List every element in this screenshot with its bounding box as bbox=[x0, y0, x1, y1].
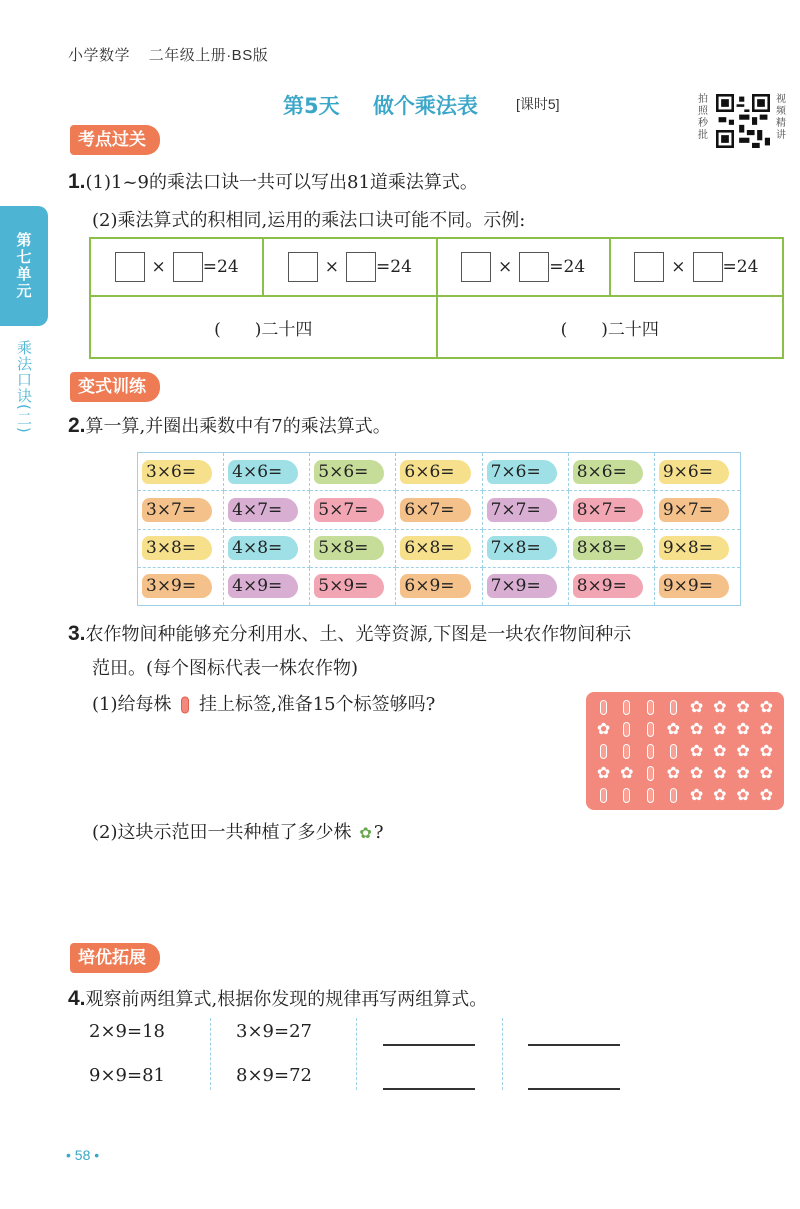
q1-line1 bbox=[68, 168, 478, 194]
q4-group1-eq2: 9×9=81 bbox=[89, 1065, 165, 1086]
flower-icon: ✿ bbox=[759, 785, 774, 804]
section-label-practice: 变式训练 bbox=[70, 372, 160, 402]
grade-label: 二年级上册·BS版 bbox=[148, 47, 269, 64]
q1-text2: (2)乘法算式的积相同,运用的乘法口诀可能不同。示例: bbox=[92, 210, 526, 231]
peanut-icon bbox=[600, 744, 607, 759]
product-label: =24 bbox=[376, 257, 412, 277]
q3-sub2-end: ? bbox=[373, 822, 384, 843]
q1-equation-cell bbox=[90, 238, 263, 296]
product-label: =24 bbox=[202, 257, 239, 277]
grid-expression: 5×8= bbox=[314, 536, 384, 560]
q3-sub1-a: (1)给每株 bbox=[92, 694, 172, 715]
flower-icon: ✿ bbox=[689, 719, 704, 738]
grid-cell[interactable] bbox=[310, 567, 396, 605]
grid-expression: 8×9= bbox=[573, 574, 643, 598]
q4-group2-eq2: 8×9=72 bbox=[236, 1065, 312, 1086]
multiplication-grid bbox=[137, 452, 741, 606]
peanut-icon bbox=[647, 700, 654, 715]
grid-expression: 5×9= bbox=[314, 574, 384, 598]
grid-expression: 9×8= bbox=[659, 536, 729, 560]
grid-cell[interactable] bbox=[138, 491, 224, 529]
grid-cell[interactable] bbox=[224, 567, 310, 605]
grid-expression: 8×6= bbox=[573, 460, 643, 484]
flower-icon: ✿ bbox=[736, 741, 750, 760]
section-label-extension: 培优拓展 bbox=[70, 943, 160, 973]
flower-icon: ✿ bbox=[736, 697, 750, 716]
grid-expression: 3×6= bbox=[142, 460, 212, 484]
grid-cell[interactable] bbox=[654, 567, 740, 605]
flower-icon: ✿ bbox=[736, 785, 750, 804]
divider bbox=[210, 1018, 211, 1090]
peanut-icon bbox=[623, 700, 630, 715]
flower-icon: ✿ bbox=[736, 719, 750, 738]
grid-expression: 7×6= bbox=[487, 460, 557, 484]
answer-box[interactable] bbox=[173, 252, 203, 282]
grid-cell[interactable] bbox=[138, 453, 224, 491]
grid-row bbox=[138, 453, 741, 491]
answer-blank[interactable] bbox=[528, 1088, 620, 1090]
grid-cell[interactable] bbox=[310, 529, 396, 567]
q3-sub2-text: (2)这块示范田一共种植了多少株 bbox=[92, 822, 352, 843]
grid-expression: 4×7= bbox=[228, 498, 298, 522]
grid-cell[interactable] bbox=[310, 491, 396, 529]
q2-text: 算一算,并圈出乘数中有7的乘法算式。 bbox=[85, 416, 391, 437]
flower-icon: ✿ bbox=[689, 763, 704, 782]
flower-icon: ✿ bbox=[759, 763, 774, 782]
flower-icon: ✿ bbox=[689, 697, 704, 716]
section-label-basics: 考点过关 bbox=[70, 125, 160, 155]
grid-expression: 6×7= bbox=[400, 498, 470, 522]
grid-expression: 5×6= bbox=[314, 460, 384, 484]
grid-cell[interactable] bbox=[482, 567, 568, 605]
page-number: • 58 • bbox=[66, 1147, 100, 1163]
grid-cell[interactable] bbox=[654, 491, 740, 529]
times-sign: × bbox=[151, 257, 166, 277]
q4-group2-eq1: 3×9=27 bbox=[236, 1021, 312, 1042]
flower-icon: ✿ bbox=[666, 719, 681, 738]
peanut-icon bbox=[670, 788, 677, 803]
q1-equation-cell bbox=[263, 238, 436, 296]
qr-right-caption: 视频精讲 bbox=[776, 94, 786, 141]
q1-mnemonic-cell[interactable]: ( )二十四 bbox=[90, 296, 437, 358]
qr-block bbox=[698, 92, 788, 150]
peanut-icon bbox=[647, 788, 654, 803]
qr-code-icon[interactable] bbox=[716, 94, 770, 148]
q2-number: 2. bbox=[68, 414, 86, 437]
q4-group1-eq1: 2×9=18 bbox=[89, 1021, 165, 1042]
flower-icon: ✿ bbox=[713, 763, 727, 782]
q1-equation-cell bbox=[437, 238, 610, 296]
q4-text: 观察前两组算式,根据你发现的规律再写两组算式。 bbox=[85, 989, 488, 1010]
day-label: 第5天 bbox=[283, 94, 340, 118]
peanut-icon bbox=[600, 788, 607, 803]
unit-side-tab: 第七单元 bbox=[0, 206, 48, 326]
q3-sub1-b: 挂上标签,准备15个标签够吗? bbox=[198, 694, 436, 715]
grid-cell[interactable] bbox=[396, 529, 482, 567]
flower-icon: ✿ bbox=[359, 824, 372, 842]
peanut-icon bbox=[623, 744, 630, 759]
peanut-icon bbox=[670, 700, 677, 715]
grid-expression: 4×8= bbox=[228, 536, 298, 560]
peanut-icon bbox=[670, 744, 677, 759]
grid-expression: 3×7= bbox=[142, 498, 212, 522]
grid-cell[interactable] bbox=[568, 453, 654, 491]
grid-expression: 4×6= bbox=[228, 460, 298, 484]
grid-cell[interactable] bbox=[482, 529, 568, 567]
grid-expression: 7×9= bbox=[487, 574, 557, 598]
grid-expression: 6×6= bbox=[400, 460, 470, 484]
grid-cell[interactable] bbox=[482, 491, 568, 529]
q3-text2: 范田。(每个图标代表一株农作物) bbox=[92, 658, 359, 679]
flower-icon: ✿ bbox=[689, 741, 704, 760]
flower-icon: ✿ bbox=[713, 697, 727, 716]
peanut-icon bbox=[180, 696, 190, 714]
divider bbox=[356, 1018, 357, 1090]
q4-line bbox=[68, 985, 487, 1011]
grid-cell[interactable] bbox=[138, 567, 224, 605]
peanut-icon bbox=[600, 700, 607, 715]
topic-label: 做个乘法表 bbox=[372, 94, 478, 118]
grid-cell[interactable] bbox=[310, 453, 396, 491]
farm-grid bbox=[592, 696, 778, 806]
q3-sub2 bbox=[92, 818, 383, 844]
page-title bbox=[283, 90, 478, 120]
grid-cell[interactable] bbox=[482, 453, 568, 491]
answer-box[interactable] bbox=[461, 252, 491, 282]
flower-icon: ✿ bbox=[620, 763, 634, 782]
answer-box[interactable] bbox=[634, 252, 664, 282]
grid-cell[interactable] bbox=[568, 529, 654, 567]
q1-text1: (1)1~9的乘法口诀一共可以写出81道乘法算式。 bbox=[85, 172, 478, 193]
answer-blank[interactable] bbox=[383, 1044, 475, 1046]
q3-number: 3. bbox=[68, 622, 86, 645]
grid-expression: 8×8= bbox=[573, 536, 643, 560]
grid-cell[interactable] bbox=[396, 567, 482, 605]
grid-expression: 6×8= bbox=[400, 536, 470, 560]
grid-row bbox=[138, 491, 741, 529]
peanut-icon bbox=[623, 788, 630, 803]
flower-icon: ✿ bbox=[596, 763, 611, 782]
q1-mnemonic-cell[interactable]: ( )二十四 bbox=[437, 296, 784, 358]
grid-expression: 6×9= bbox=[400, 574, 470, 598]
grid-expression: 8×7= bbox=[573, 498, 643, 522]
answer-blank[interactable] bbox=[528, 1044, 620, 1046]
flower-icon: ✿ bbox=[759, 741, 774, 760]
grid-cell[interactable] bbox=[568, 567, 654, 605]
unit-subtitle: 乘法口诀(二) bbox=[15, 340, 33, 434]
q3-sub1 bbox=[92, 690, 435, 716]
grid-cell[interactable] bbox=[396, 491, 482, 529]
flower-icon: ✿ bbox=[713, 741, 727, 760]
q3-line1 bbox=[68, 620, 631, 646]
grid-expression: 9×6= bbox=[659, 460, 729, 484]
grid-expression: 7×7= bbox=[487, 498, 557, 522]
flower-icon: ✿ bbox=[689, 785, 704, 804]
flower-icon: ✿ bbox=[736, 763, 750, 782]
peanut-icon bbox=[647, 744, 654, 759]
flower-icon: ✿ bbox=[713, 719, 727, 738]
answer-box[interactable] bbox=[346, 252, 376, 282]
lesson-label: [课时5] bbox=[516, 96, 560, 112]
grid-row bbox=[138, 567, 741, 605]
answer-box[interactable] bbox=[288, 252, 318, 282]
flower-icon: ✿ bbox=[759, 697, 774, 716]
flower-icon: ✿ bbox=[596, 719, 611, 738]
q1-number: 1. bbox=[68, 170, 86, 193]
answer-box[interactable] bbox=[115, 252, 145, 282]
book-header bbox=[68, 44, 282, 65]
flower-icon: ✿ bbox=[713, 785, 727, 804]
peanut-icon bbox=[647, 722, 654, 737]
q1-equation-cell bbox=[610, 238, 783, 296]
times-sign: × bbox=[671, 257, 686, 277]
grid-cell[interactable] bbox=[396, 453, 482, 491]
peanut-icon bbox=[623, 722, 630, 737]
product-label: =24 bbox=[549, 257, 586, 277]
grid-cell[interactable] bbox=[138, 529, 224, 567]
grid-expression: 7×8= bbox=[487, 536, 557, 560]
grid-cell[interactable] bbox=[224, 453, 310, 491]
subject-label: 小学数学 bbox=[68, 47, 131, 64]
product-label: =24 bbox=[722, 257, 759, 277]
answer-blank[interactable] bbox=[383, 1088, 475, 1090]
q3-text1: 农作物间种能够充分利用水、土、光等资源,下图是一块农作物间种示 bbox=[85, 624, 632, 645]
q4-number: 4. bbox=[68, 987, 86, 1010]
grid-cell[interactable] bbox=[224, 491, 310, 529]
q1-answer-table bbox=[89, 237, 784, 359]
flower-icon: ✿ bbox=[666, 763, 681, 782]
grid-expression: 5×7= bbox=[314, 498, 384, 522]
times-sign: × bbox=[498, 257, 513, 277]
grid-cell[interactable] bbox=[224, 529, 310, 567]
grid-expression: 3×8= bbox=[142, 536, 212, 560]
grid-cell[interactable] bbox=[654, 529, 740, 567]
qr-left-caption: 拍照秒批 bbox=[698, 94, 708, 141]
grid-cell[interactable] bbox=[654, 453, 740, 491]
divider bbox=[502, 1018, 503, 1090]
grid-expression: 9×7= bbox=[659, 498, 729, 522]
grid-expression: 4×9= bbox=[228, 574, 298, 598]
farm-field-image bbox=[586, 692, 784, 810]
times-sign: × bbox=[324, 257, 340, 277]
grid-cell[interactable] bbox=[568, 491, 654, 529]
grid-expression: 3×9= bbox=[142, 574, 212, 598]
peanut-icon bbox=[647, 766, 654, 781]
answer-box[interactable] bbox=[519, 252, 549, 282]
q2-line bbox=[68, 412, 391, 438]
answer-box[interactable] bbox=[693, 252, 723, 282]
grid-expression: 9×9= bbox=[659, 574, 729, 598]
flower-icon: ✿ bbox=[759, 719, 774, 738]
grid-row bbox=[138, 529, 741, 567]
